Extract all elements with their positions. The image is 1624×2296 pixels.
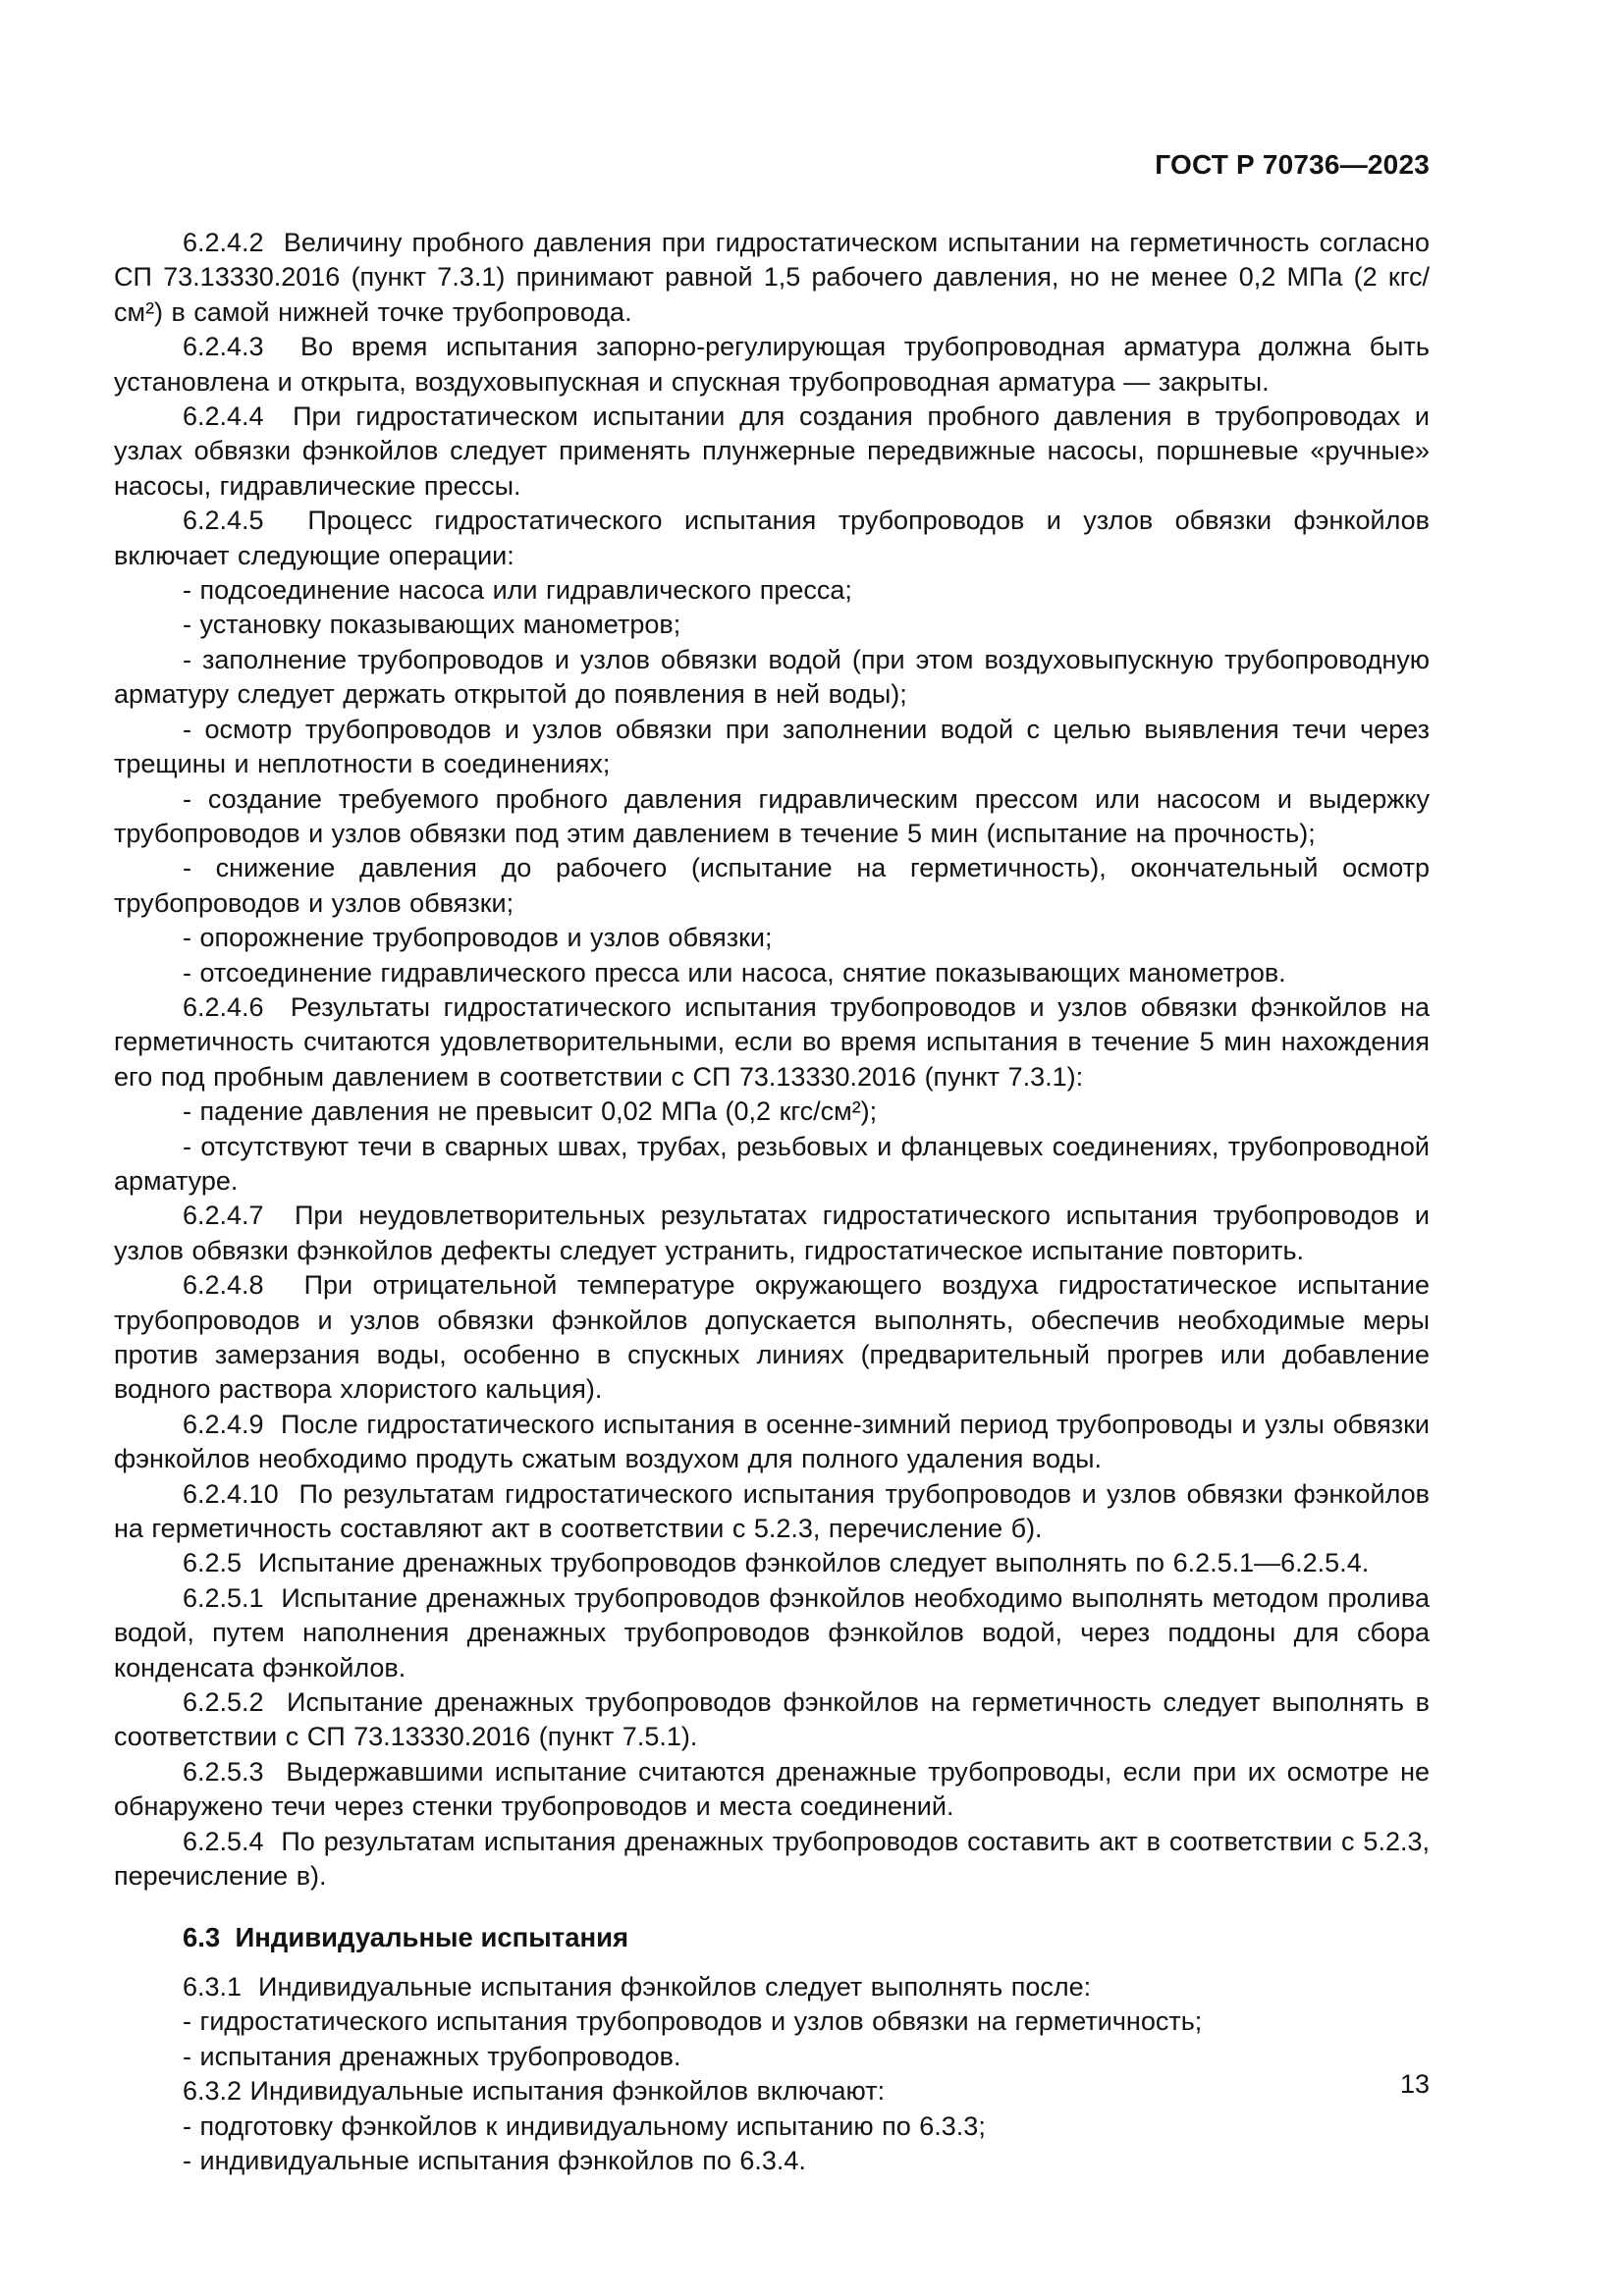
list-item: - падение давления не превысит 0,02 МПа (0,2 кгс/см²);: [183, 1096, 878, 1127]
paragraph: 6.2.5.1 Испытание дренажных трубопроводов фэнкойлов необходимо выполнять методом пролива водой, путем наполнения дренажных трубопроводов фэнкойлов водой, через поддоны для сбора конденсата фэнкойлов.: [114, 1582, 1430, 1682]
paragraph: 6.3.1 Индивидуальные испытания фэнкойлов следует выполнять после:: [183, 1971, 1092, 2002]
list-item: - подготовку фэнкойлов к индивидуальному испытанию по 6.3.3;: [183, 2110, 986, 2141]
list-item: - создание требуемого пробного давления гидравлическим прессом или насосом и выдержку трубопроводов и узлов обвязки под этим давлением в течение 5 мин (испытание на прочность);: [114, 783, 1430, 848]
list-item: - отсоединение гидравлического пресса или насоса, снятие показывающих манометров.: [183, 957, 1286, 988]
list-item: - подсоединение насоса или гидравлического пресса;: [183, 575, 852, 606]
list-item: - испытания дренажных трубопроводов.: [183, 2041, 681, 2071]
paragraph: 6.2.4.9 После гидростатического испытания в осенне-зимний период трубопроводы и узлы обвязки фэнкойлов необходимо продуть сжатым воздухом для полного удаления воды.: [114, 1409, 1430, 1474]
paragraph: 6.2.5.3 Выдержавшими испытание считаются дренажные трубопроводы, если при их осмотре не обнаружено течи через стенки трубопроводов и места соединений.: [114, 1756, 1430, 1822]
paragraph: 6.2.4.4 При гидростатическом испытании для создания пробного давления в трубопроводах и узлах обвязки фэнкойлов следует применять плунжерные передвижные насосы, поршневые «ручные» насосы, гидравлические прессы.: [114, 401, 1430, 501]
paragraph: 6.2.4.5 Процесс гидростатического испытания трубопроводов и узлов обвязки фэнкойлов включает следующие операции:: [114, 506, 1430, 570]
paragraph: 6.2.4.2 Величину пробного давления при гидростатическом испытании на герметичность согласно СП 73.13330.2016 (пункт 7.3.1) принимают равной 1,5 рабочего давления, но не менее 0,2 МПа (2 кгс/см²) в самой нижней точке трубопровода.: [114, 228, 1430, 327]
list-item: - индивидуальные испытания фэнкойлов по 6.3.4.: [183, 2145, 806, 2175]
list-item: - снижение давления до рабочего (испытание на герметичность), окончательный осмотр трубопроводов и узлов обвязки;: [114, 853, 1430, 918]
page-number: 13: [1399, 2069, 1430, 2099]
paragraph: 6.2.4.10 По результатам гидростатического испытания трубопроводов и узлов обвязки фэнкойлов на герметичность составляют акт в соответствии с 5.2.3, перечисление б).: [114, 1478, 1430, 1544]
list-item: - установку показывающих манометров;: [183, 610, 681, 640]
paragraph: 6.3.2 Индивидуальные испытания фэнкойлов включают:: [183, 2076, 886, 2107]
paragraph: 6.2.5.4 По результатам испытания дренажных трубопроводов составить акт в соответствии с 5.2.3, перечисление в).: [114, 1826, 1430, 1892]
paragraph: 6.2.5 Испытание дренажных трубопроводов фэнкойлов следует выполнять по 6.2.5.1—6.2.5.4.: [183, 1548, 1370, 1578]
paragraph: 6.2.4.6 Результаты гидростатического испытания трубопроводов и узлов обвязки фэнкойлов на герметичность считаются удовлетворительными, если во время испытания в течение 5 мин нахождения его под пробным давлением в соответствии с СП 73.13330.2016 (пункт 7.3.1):: [114, 991, 1430, 1092]
section-heading: 6.3 Индивидуальные испытания: [183, 1921, 629, 1952]
list-item: - отсутствуют течи в сварных швах, трубах, резьбовых и фланцевых соединениях, трубопроводной арматуре.: [114, 1131, 1430, 1196]
document-body: [114, 226, 1430, 2178]
paragraph: 6.2.4.8 При отрицательной температуре окружающего воздуха гидростатическое испытание трубопроводов и узлов обвязки фэнкойлов допускается выполнять, обеспечив необходимые меры против замерзания воды, особенно в спускных линиях (предварительный прогрев или добавление водного раствора хлористого кальция).: [114, 1270, 1430, 1405]
paragraph: 6.2.5.2 Испытание дренажных трубопроводов фэнкойлов на герметичность следует выполнять в соответствии с СП 73.13330.2016 (пункт 7.5.1).: [114, 1687, 1430, 1752]
list-item: - осмотр трубопроводов и узлов обвязки при заполнении водой с целью выявления течи через трещины и неплотности в соединениях;: [114, 714, 1430, 779]
paragraph: 6.2.4.7 При неудовлетворительных результатах гидростатического испытания трубопроводов и узлов обвязки фэнкойлов дефекты следует устранить, гидростатическое испытание повторить.: [114, 1201, 1430, 1265]
paragraph: 6.2.4.3 Во время испытания запорно-регулирующая трубопроводная арматура должна быть установлена и открыта, воздуховыпускная и спускная трубопроводная арматура — закрыты.: [114, 332, 1430, 397]
standard-code-header: ГОСТ Р 70736—2023: [1155, 149, 1430, 180]
list-item: - гидростатического испытания трубопроводов и узлов обвязки на герметичность;: [183, 2006, 1203, 2037]
list-item: - заполнение трубопроводов и узлов обвязки водой (при этом воздуховыпускную трубопроводную арматуру следует держать открытой до появления в ней воды);: [114, 644, 1430, 710]
list-item: - опорожнение трубопроводов и узлов обвязки;: [183, 923, 773, 953]
